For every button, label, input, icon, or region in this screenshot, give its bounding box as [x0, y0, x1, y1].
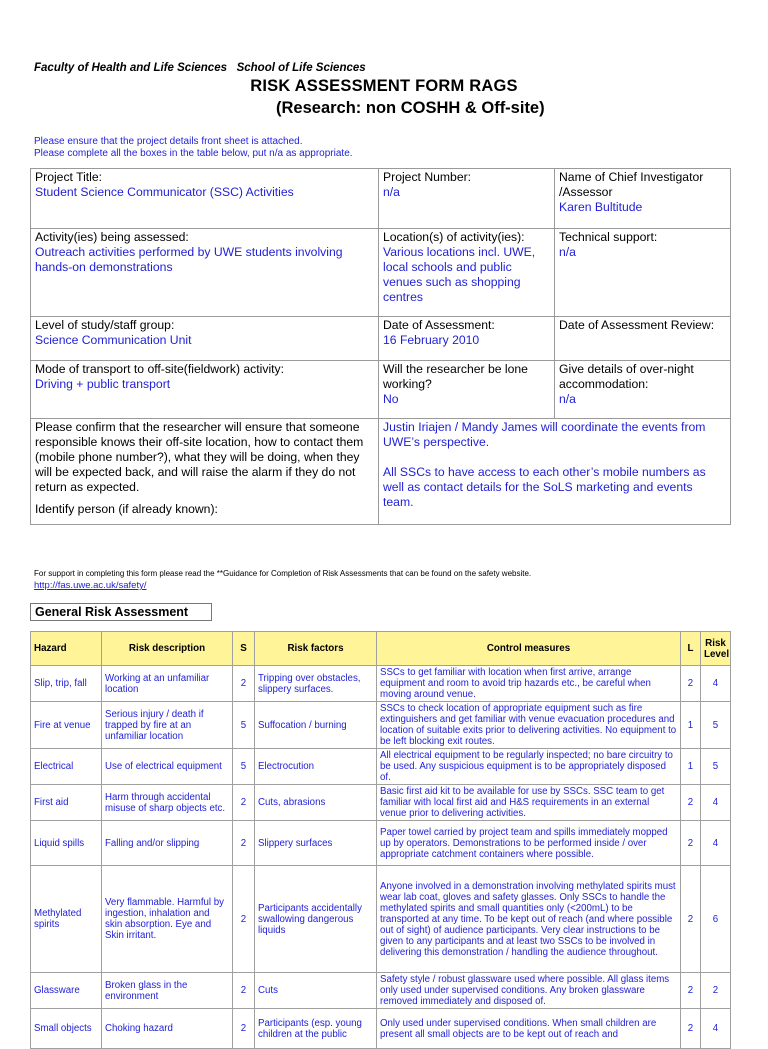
date-of-assessment-label: Date of Assessment:: [383, 318, 495, 332]
risk-factors-cell: Participants accidentally swallowing dangerous liquids: [255, 866, 377, 973]
instruction-1: Please ensure that the project details front sheet is attached.: [34, 136, 303, 147]
confirm-value-1: Justin Iriajen / Mandy James will coordinate the events from UWE’s perspective.: [383, 420, 706, 449]
header-risk-description: Risk description: [102, 632, 233, 666]
project-number-value: n/a: [383, 185, 400, 199]
severity-cell: 5: [233, 702, 255, 749]
hazard-cell: Methylated spirits: [31, 866, 102, 973]
risk-level-cell: 4: [701, 821, 731, 866]
likelihood-cell: 1: [681, 749, 701, 785]
risk-assessment-table: [30, 631, 731, 1049]
project-number-label: Project Number:: [383, 170, 472, 184]
risk-description-cell: Broken glass in the environment: [102, 973, 233, 1009]
risk-level-cell: 6: [701, 866, 731, 973]
level-of-study-value: Science Communication Unit: [35, 333, 192, 347]
table-row: [31, 419, 731, 525]
control-measures-cell: All electrical equipment to be regularly inspected; no bare circuitry to be used. Any suspicious equipment is to be appropriately disposed of.: [377, 749, 681, 785]
project-title-label: Project Title:: [35, 170, 103, 184]
project-title-cell[interactable]: [31, 169, 379, 229]
transport-value: Driving + public transport: [35, 377, 171, 391]
header-likelihood: L: [681, 632, 701, 666]
support-text: For support in completing this form please read the **Guidance for Completion of Risk Assessments that can be found on the safety website.: [34, 569, 532, 578]
chief-investigator-label: Name of Chief Investigator /Assessor: [559, 170, 704, 199]
header-control-measures: Control measures: [377, 632, 681, 666]
table-row: [31, 785, 731, 821]
transport-label: Mode of transport to off-site(fieldwork) activity:: [35, 362, 285, 376]
safety-website-link[interactable]: http://fas.uwe.ac.uk/safety/: [34, 580, 147, 591]
header-hazard: Hazard: [31, 632, 102, 666]
project-number-cell[interactable]: [379, 169, 555, 229]
risk-level-cell: 5: [701, 702, 731, 749]
risk-level-cell: 4: [701, 666, 731, 702]
risk-level-cell: 5: [701, 749, 731, 785]
header-risk-level: Risk Level: [701, 632, 731, 666]
likelihood-cell: 2: [681, 666, 701, 702]
severity-cell: 2: [233, 866, 255, 973]
risk-description-cell: Falling and/or slipping: [102, 821, 233, 866]
assessment-review-label: Date of Assessment Review:: [559, 318, 715, 332]
risk-level-cell: 2: [701, 973, 731, 1009]
location-cell[interactable]: [379, 229, 555, 317]
hazard-cell: Fire at venue: [31, 702, 102, 749]
technical-support-value: n/a: [559, 245, 576, 259]
risk-factors-cell: Cuts: [255, 973, 377, 1009]
hazard-cell: Liquid spills: [31, 821, 102, 866]
severity-cell: 2: [233, 785, 255, 821]
likelihood-cell: 2: [681, 973, 701, 1009]
faculty-line: Faculty of Health and Life Sciences School of Life Sciences: [34, 62, 366, 74]
risk-description-cell: Choking hazard: [102, 1009, 233, 1049]
transport-cell[interactable]: [31, 361, 379, 419]
activity-value: Outreach activities performed by UWE students involving hands-on demonstrations: [35, 245, 343, 274]
confirm-value-2: All SSCs to have access to each other’s mobile numbers as well as contact details for the SoLS marketing and events team.: [383, 465, 706, 509]
risk-table-header: [31, 632, 731, 666]
control-measures-cell: Basic first aid kit to be available for use by SSCs. SSC team to get familiar with local first aid and H&S requirements in an external venue prior to delivering activities.: [377, 785, 681, 821]
instruction-2: Please complete all the boxes in the table below, put n/a as appropriate.: [34, 148, 353, 159]
hazard-cell: Glassware: [31, 973, 102, 1009]
activity-label: Activity(ies) being assessed:: [35, 230, 189, 244]
date-of-assessment-value: 16 February 2010: [383, 333, 480, 347]
confirm-value-cell[interactable]: [379, 419, 731, 525]
hazard-cell: Small objects: [31, 1009, 102, 1049]
risk-factors-cell: Participants (esp. young children at the public: [255, 1009, 377, 1049]
project-details-table: [30, 168, 731, 525]
date-of-assessment-cell[interactable]: [379, 317, 555, 361]
risk-factors-cell: Tripping over obstacles, slippery surfaces.: [255, 666, 377, 702]
confirm-text: Please confirm that the researcher will ensure that someone responsible knows their off-site location, how to contact them (mobile phone number?), what they will be doing, when they will be expected back, and will raise the alarm if they do not return as expected.: [35, 420, 364, 494]
likelihood-cell: 2: [681, 821, 701, 866]
confirm-cell[interactable]: [31, 419, 379, 525]
table-row: [31, 666, 731, 702]
risk-factors-cell: Suffocation / burning: [255, 702, 377, 749]
technical-support-label: Technical support:: [559, 230, 658, 244]
risk-description-cell: Serious injury / death if trapped by fire at an unfamiliar location: [102, 702, 233, 749]
risk-description-cell: Harm through accidental misuse of sharp objects etc.: [102, 785, 233, 821]
severity-cell: 2: [233, 666, 255, 702]
control-measures-cell: Safety style / robust glassware used where possible. All glass items only used under supervised conditions. Any broken glassware removed immediately and disposed of.: [377, 973, 681, 1009]
table-row: [31, 866, 731, 973]
level-of-study-label: Level of study/staff group:: [35, 318, 175, 332]
technical-support-cell[interactable]: [555, 229, 731, 317]
control-measures-cell: Anyone involved in a demonstration involving methylated spirits must wear lab coat, gloves and safety glasses. Only SSCs to handle the methylated spirits and small quantities only (<200mL) to be transported at any time. To be kept out of reach (and where possible out of sight) of audience participants. Very clear instructions to be given to any participants and at least two SSCs to be involved in delivering this demonstration / handling the audience throughout.: [377, 866, 681, 973]
risk-description-cell: Very flammable. Harmful by ingestion, inhalation and skin absorption. Eye and Skin irritant.: [102, 866, 233, 973]
table-row: [31, 229, 731, 317]
table-row: [31, 361, 731, 419]
control-measures-cell: Only used under supervised conditions. When small children are present all small objects are to be kept out of reach and: [377, 1009, 681, 1049]
level-of-study-cell[interactable]: [31, 317, 379, 361]
table-row: [31, 821, 731, 866]
assessment-review-cell[interactable]: [555, 317, 731, 361]
risk-factors-cell: Cuts, abrasions: [255, 785, 377, 821]
table-row: [31, 169, 731, 229]
likelihood-cell: 1: [681, 702, 701, 749]
lone-working-cell[interactable]: [379, 361, 555, 419]
form-title: RISK ASSESSMENT FORM RAGS: [250, 77, 518, 95]
activity-cell[interactable]: [31, 229, 379, 317]
likelihood-cell: 2: [681, 785, 701, 821]
header-severity: S: [233, 632, 255, 666]
likelihood-cell: 2: [681, 1009, 701, 1049]
overnight-value: n/a: [559, 392, 576, 406]
overnight-label: Give details of over-night accommodation:: [559, 362, 694, 391]
table-row: [31, 973, 731, 1009]
risk-description-cell: Working at an unfamiliar location: [102, 666, 233, 702]
general-risk-heading: General Risk Assessment: [30, 603, 212, 621]
lone-working-label: Will the researcher be lone working?: [383, 362, 528, 391]
severity-cell: 5: [233, 749, 255, 785]
form-subtitle: (Research: non COSHH & Off-site): [276, 99, 545, 117]
risk-factors-cell: Slippery surfaces: [255, 821, 377, 866]
likelihood-cell: 2: [681, 866, 701, 973]
severity-cell: 2: [233, 973, 255, 1009]
control-measures-cell: SSCs to check location of appropriate equipment such as fire extinguishers and get familiar with venue evacuation procedures and location of suitable exits prior to delivering activities. No equipment to be left blocking exit routes.: [377, 702, 681, 749]
hazard-cell: Slip, trip, fall: [31, 666, 102, 702]
risk-level-cell: 4: [701, 1009, 731, 1049]
chief-investigator-value: Karen Bultitude: [559, 200, 643, 214]
location-label: Location(s) of activity(ies):: [383, 230, 525, 244]
project-title-value: Student Science Communicator (SSC) Activities: [35, 185, 294, 199]
lone-working-value: No: [383, 392, 399, 406]
severity-cell: 2: [233, 1009, 255, 1049]
severity-cell: 2: [233, 821, 255, 866]
chief-investigator-cell[interactable]: [555, 169, 731, 229]
risk-description-cell: Use of electrical equipment: [102, 749, 233, 785]
header-risk-factors: Risk factors: [255, 632, 377, 666]
identify-person-label: Identify person (if already known):: [35, 502, 218, 516]
risk-level-cell: 4: [701, 785, 731, 821]
location-value: Various locations incl. UWE, local schools and public venues such as shopping centres: [383, 245, 536, 304]
hazard-cell: First aid: [31, 785, 102, 821]
risk-factors-cell: Electrocution: [255, 749, 377, 785]
hazard-cell: Electrical: [31, 749, 102, 785]
control-measures-cell: SSCs to get familiar with location when first arrive, arrange equipment and room to avoid trip hazards etc., be careful when moving around venue.: [377, 666, 681, 702]
table-row: [31, 702, 731, 749]
table-row: [31, 317, 731, 361]
control-measures-cell: Paper towel carried by project team and spills immediately mopped up by operators. Demonstrations to be performed inside / over appropriate catchment containers where possible.: [377, 821, 681, 866]
table-row: [31, 1009, 731, 1049]
table-row: [31, 749, 731, 785]
overnight-cell[interactable]: [555, 361, 731, 419]
